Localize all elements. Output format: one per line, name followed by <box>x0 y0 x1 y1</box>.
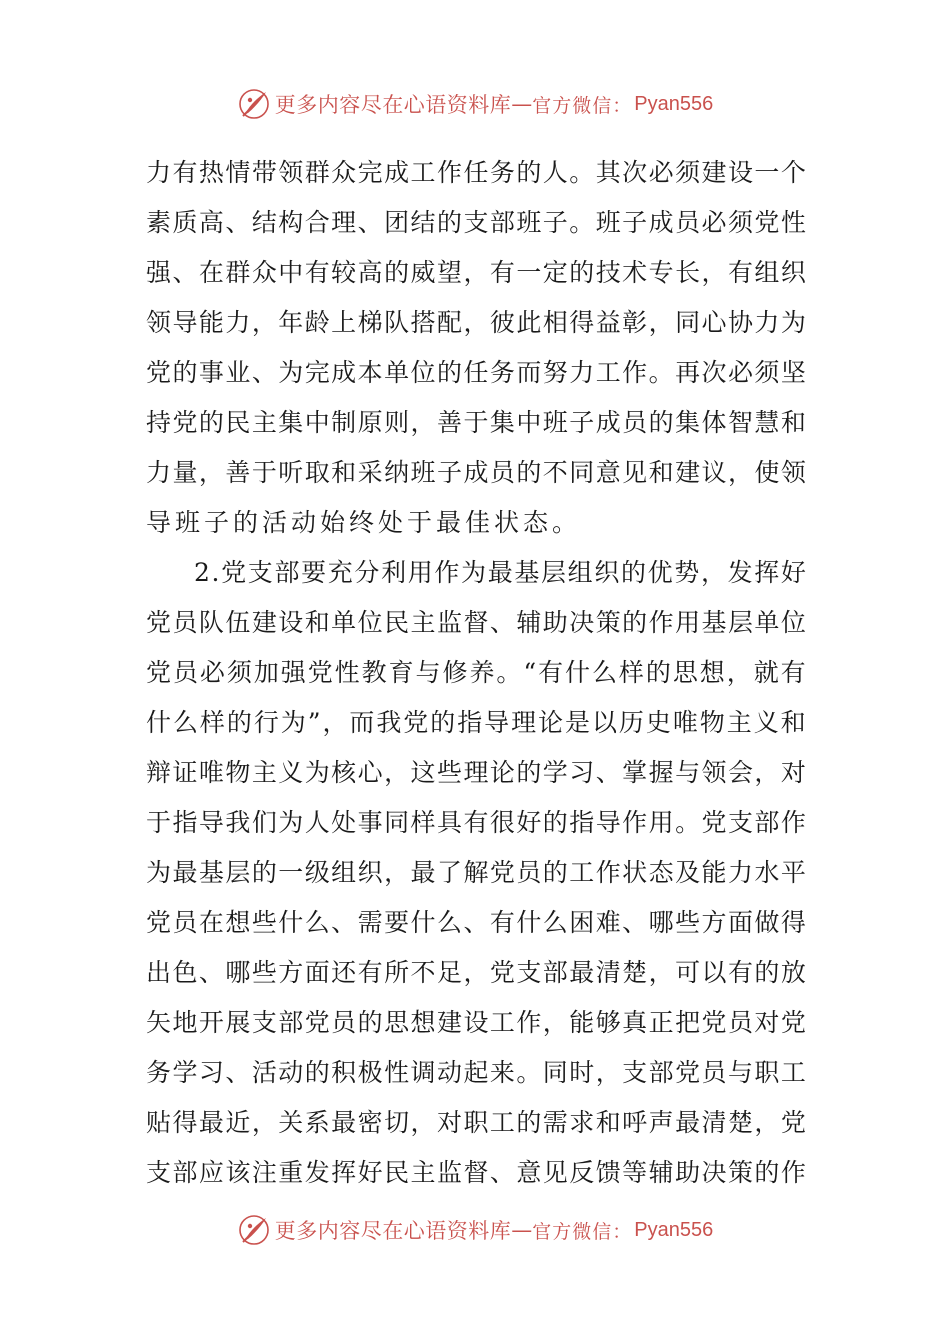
body-line: 什 么 样 的 行 为 ” ， 而 我 党 的 指 导 理 论 是 以 历 史 唯 物 主 义 和 <box>146 708 806 737</box>
body-line: 领 导 能 力 ， 年 龄 上 梯 队 搭 配 ， 彼 此 相 得 益 彰 ， 同 心 协 力 为 <box>146 308 806 337</box>
body-line: 持 党 的 民 主 集 中 制 原 则 ， 善 于 集 中 班 子 成 员 的 集 体 智 慧 和 <box>146 408 806 437</box>
banner-wechat-id: Pyan556 <box>634 92 714 115</box>
body-line: 务 学 习 、 活 动 的 积 极 性 调 动 起 来 。 同 时 ， 支 部 党 员 与 职 工 <box>146 1058 806 1087</box>
banner-wechat-id: Pyan556 <box>634 1218 714 1241</box>
body-line: 党 的 事 业 、 为 完 成 本 单 位 的 任 务 而 努 力 工 作 。 再 次 必 须 坚 <box>146 358 806 387</box>
banner-brand-text: 更多内容尽在心语资料库 <box>274 1219 512 1243</box>
body-line: 于 指 导 我 们 为 人 处 事 同 样 具 有 很 好 的 指 导 作 用 。 党 支 部 作 <box>146 808 806 837</box>
banner-official-label: 官方微信： <box>532 94 633 117</box>
body-line: 党 员 必 须 加 强 党 性 教 育 与 修 养 。 “ 有 什 么 样 的 思 想 ， 就 有 <box>146 658 806 687</box>
body-line: 党 员 队 伍 建 设 和 单 位 民 主 监 督 、 辅 助 决 策 的 作 用 基 层 单 位 <box>146 608 806 637</box>
body-line: 辩 证 唯 物 主 义 为 核 心 ， 这 些 理 论 的 学 习 、 掌 握 与 领 会 ， 对 <box>146 758 806 787</box>
body-line: 为 最 基 层 的 一 级 组 织 ， 最 了 解 党 员 的 工 作 状 态 及 能 力 水 平 <box>146 858 806 887</box>
body-line: 矢 地 开 展 支 部 党 员 的 思 想 建 设 工 作 ， 能 够 真 正 把 党 员 对 党 <box>146 1008 806 1037</box>
body-line: 支 部 应 该 注 重 发 挥 好 民 主 监 督 、 意 见 反 馈 等 辅 助 决 策 的 作 <box>146 1158 806 1187</box>
body-line: 导班子的活动始终处于最佳状态。 <box>146 508 582 537</box>
body-line: 力 量 ， 善 于 听 取 和 采 纳 班 子 成 员 的 不 同 意 见 和 建 议 ， 使 领 <box>146 458 806 487</box>
banner-brand-text: 更多内容尽在心语资料库 <box>274 93 512 117</box>
document-body <box>146 148 806 1198</box>
quill-pen-logo-icon <box>237 1213 271 1247</box>
footer-banner <box>0 1210 950 1250</box>
quill-pen-logo-icon <box>237 87 271 121</box>
body-line: 强 、 在 群 众 中 有 较 高 的 威 望 ， 有 一 定 的 技 术 专 长 ， 有 组 织 <box>146 258 806 287</box>
banner-separator: — <box>511 1218 533 1242</box>
body-line-paragraph-start: 2 . 党 支 部 要 充 分 利 用 作 为 最 基 层 组 织 的 优 势 ， 发 挥 好 <box>194 558 806 587</box>
body-line: 党 员 在 想 些 什 么 、 需 要 什 么 、 有 什 么 困 难 、 哪 些 方 面 做 得 <box>146 908 806 937</box>
banner-official-label: 官方微信： <box>532 1220 633 1243</box>
body-line: 素 质 高 、 结 构 合 理 、 团 结 的 支 部 班 子 。 班 子 成 员 必 须 党 性 <box>146 208 806 237</box>
body-line: 力 有 热 情 带 领 群 众 完 成 工 作 任 务 的 人 。 其 次 必 须 建 设 一 个 <box>146 158 806 187</box>
body-line: 出 色 、 哪 些 方 面 还 有 所 不 足 ， 党 支 部 最 清 楚 ， 可 以 有 的 放 <box>146 958 806 987</box>
body-line: 贴 得 最 近 ， 关 系 最 密 切 ， 对 职 工 的 需 求 和 呼 声 最 清 楚 ， 党 <box>146 1108 806 1137</box>
banner-separator: — <box>511 92 533 116</box>
header-banner <box>0 84 950 124</box>
